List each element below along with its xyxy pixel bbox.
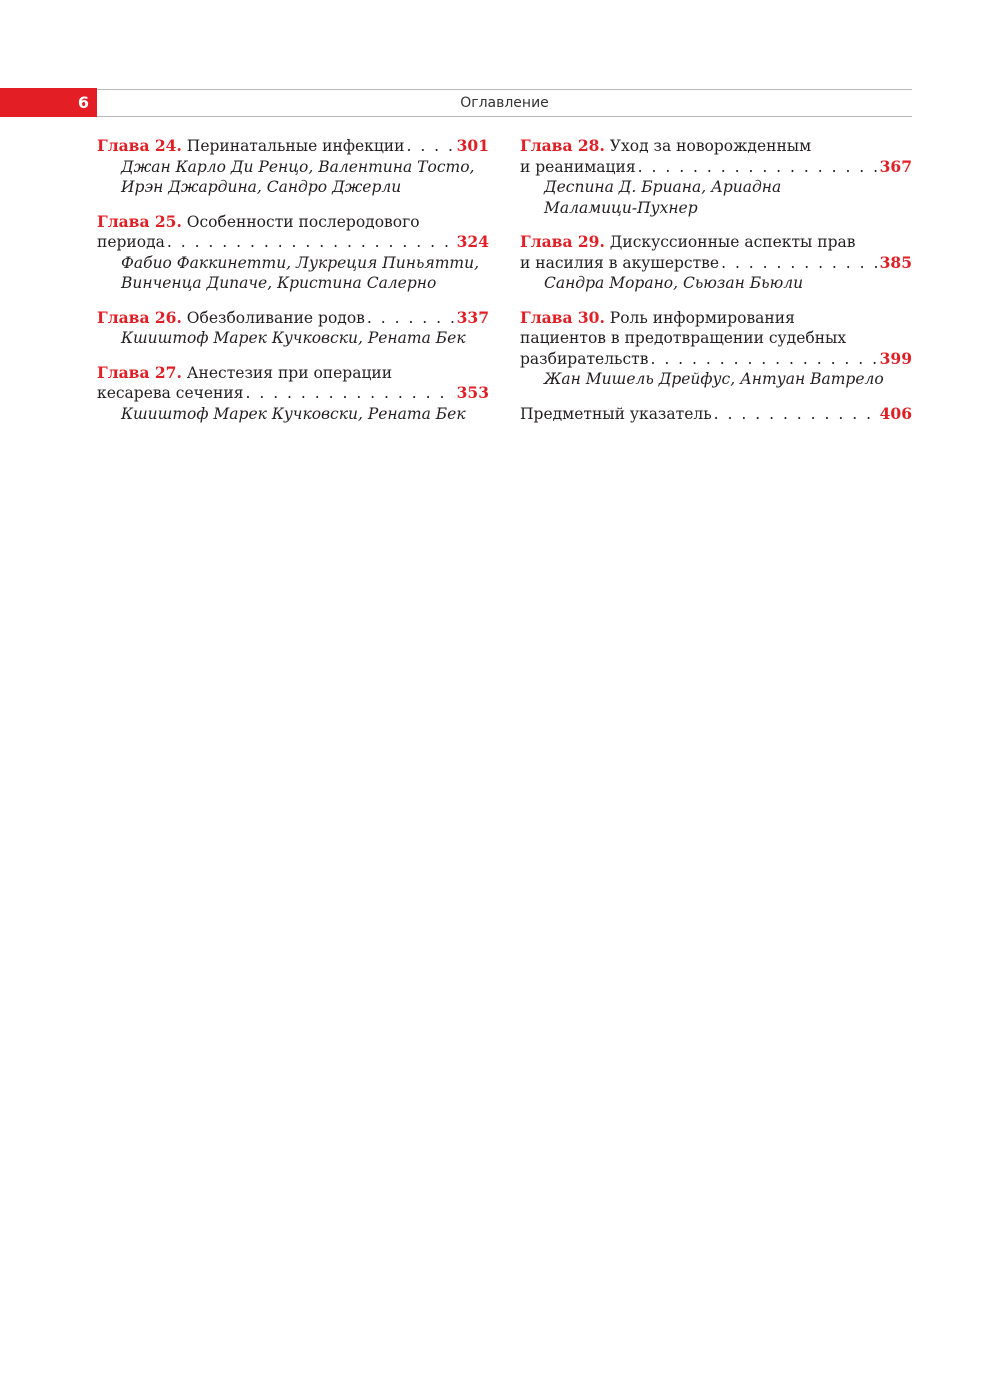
dot-leader: [714, 404, 878, 425]
entry-title-text: кесарева сечения: [97, 384, 244, 402]
entry-title-text: Предметный указатель: [520, 404, 712, 423]
chapter-number: Глава 28.: [520, 136, 605, 155]
entry-authors: Сандра Морано, Сьюзан Бьюли: [544, 274, 804, 292]
chapter-number: Глава 27.: [97, 362, 182, 382]
dot-leader: [721, 253, 878, 274]
entry-authors: Фабио Факкинетти, Лукреция Пиньятти,: [121, 253, 480, 272]
entry-title-line: [97, 363, 489, 384]
page-number-link[interactable]: 367: [879, 156, 912, 176]
chapter-number: Глава 30.: [520, 307, 605, 327]
entry-title-tail: [97, 383, 244, 404]
entry-title-line: [97, 212, 489, 233]
toc-entry[interactable]: [520, 136, 912, 218]
entry-title-text: Обезболивание родов: [186, 308, 365, 327]
entry-authors: Жан Мишель Дрейфус, Антуан Ватрело: [544, 370, 884, 388]
page-number-link[interactable]: 353: [456, 383, 489, 402]
chapter-number: Глава 26.: [97, 307, 182, 327]
entry-last-line: [97, 136, 489, 157]
chapter-number: Глава 25.: [97, 211, 182, 231]
toc-entry[interactable]: [520, 404, 912, 425]
entry-title-text: Уход за новорожденным: [609, 137, 812, 155]
entry-title-text: разбирательств: [520, 349, 649, 368]
toc-column-left: [97, 136, 489, 438]
dot-leader: [638, 157, 878, 178]
toc-entry[interactable]: [520, 232, 912, 294]
entry-authors: Кшиштоф Марек Кучковски, Рената Бек: [121, 329, 466, 347]
entry-last-line: [520, 349, 912, 370]
entry-last-line: [520, 157, 912, 178]
entry-authors: Кшиштоф Марек Кучковски, Рената Бек: [121, 404, 466, 423]
page-number-link[interactable]: 385: [879, 252, 912, 272]
toc-entry[interactable]: [97, 308, 489, 349]
toc-entry[interactable]: [97, 212, 489, 294]
running-title: Оглавление: [460, 95, 549, 111]
entry-title-text: Анестезия при операции: [186, 363, 393, 382]
entry-title-tail: [97, 232, 165, 253]
entry-title-text: периода: [97, 233, 165, 251]
page-number: 6: [0, 88, 97, 117]
toc-entry[interactable]: [97, 363, 489, 425]
dot-leader: [167, 232, 455, 253]
entry-title-text: Дискуссионные аспекты прав: [609, 233, 856, 251]
dot-leader: [367, 308, 455, 329]
page-header: [0, 88, 912, 117]
page-number-link[interactable]: 324: [456, 232, 489, 251]
toc-entry[interactable]: [520, 308, 912, 390]
entry-authors: Деспина Д. Бриана, Ариадна: [544, 178, 782, 196]
entry-title-line: [520, 308, 912, 329]
entry-title-text: пациентов в предотвращении судебных: [520, 329, 847, 347]
dot-leader: [650, 349, 877, 370]
header-rule-bottom: [97, 116, 912, 117]
entry-title-text: Перинатальные инфекции: [186, 137, 405, 155]
entry-title-line: [520, 328, 912, 349]
entry-title-tail: [520, 404, 712, 425]
page-number-link[interactable]: 399: [879, 348, 912, 368]
entry-authors: Винченца Дипаче, Кристина Салерно: [121, 274, 437, 292]
page-number-link[interactable]: 337: [456, 307, 489, 327]
entry-title-text: и реанимация: [520, 157, 636, 176]
entry-authors: Джан Карло Ди Ренцо, Валентина Тосто,: [121, 157, 475, 176]
entry-title-tail: [520, 253, 719, 274]
toc-entry[interactable]: [97, 136, 489, 198]
entry-last-line: [97, 383, 489, 404]
entry-title-text: и насилия в акушерстве: [520, 253, 720, 272]
entry-title-tail: [97, 308, 365, 329]
chapter-number: Глава 29.: [520, 232, 605, 251]
chapter-number: Глава 24.: [97, 136, 182, 155]
dot-leader: [406, 136, 454, 157]
entry-authors: Маламици-Пухнер: [544, 198, 698, 217]
entry-title-text: Роль информирования: [609, 308, 795, 327]
entry-title-line: [520, 136, 912, 157]
dot-leader: [246, 383, 455, 404]
entry-title-tail: [520, 349, 648, 370]
entry-last-line: [97, 308, 489, 329]
entry-last-line: [97, 232, 489, 253]
entry-last-line: [520, 253, 912, 274]
entry-last-line: [520, 404, 912, 425]
entry-authors: Ирэн Джардина, Сандро Джерли: [121, 178, 402, 196]
entry-title-tail: [520, 157, 636, 178]
page-number-link[interactable]: 301: [456, 136, 489, 155]
page-number-link[interactable]: 406: [879, 403, 912, 423]
entry-title-line: [520, 232, 912, 253]
entry-title-text: Особенности послеродового: [186, 212, 420, 231]
entry-title-tail: [97, 136, 404, 157]
toc-column-right: [520, 136, 912, 438]
